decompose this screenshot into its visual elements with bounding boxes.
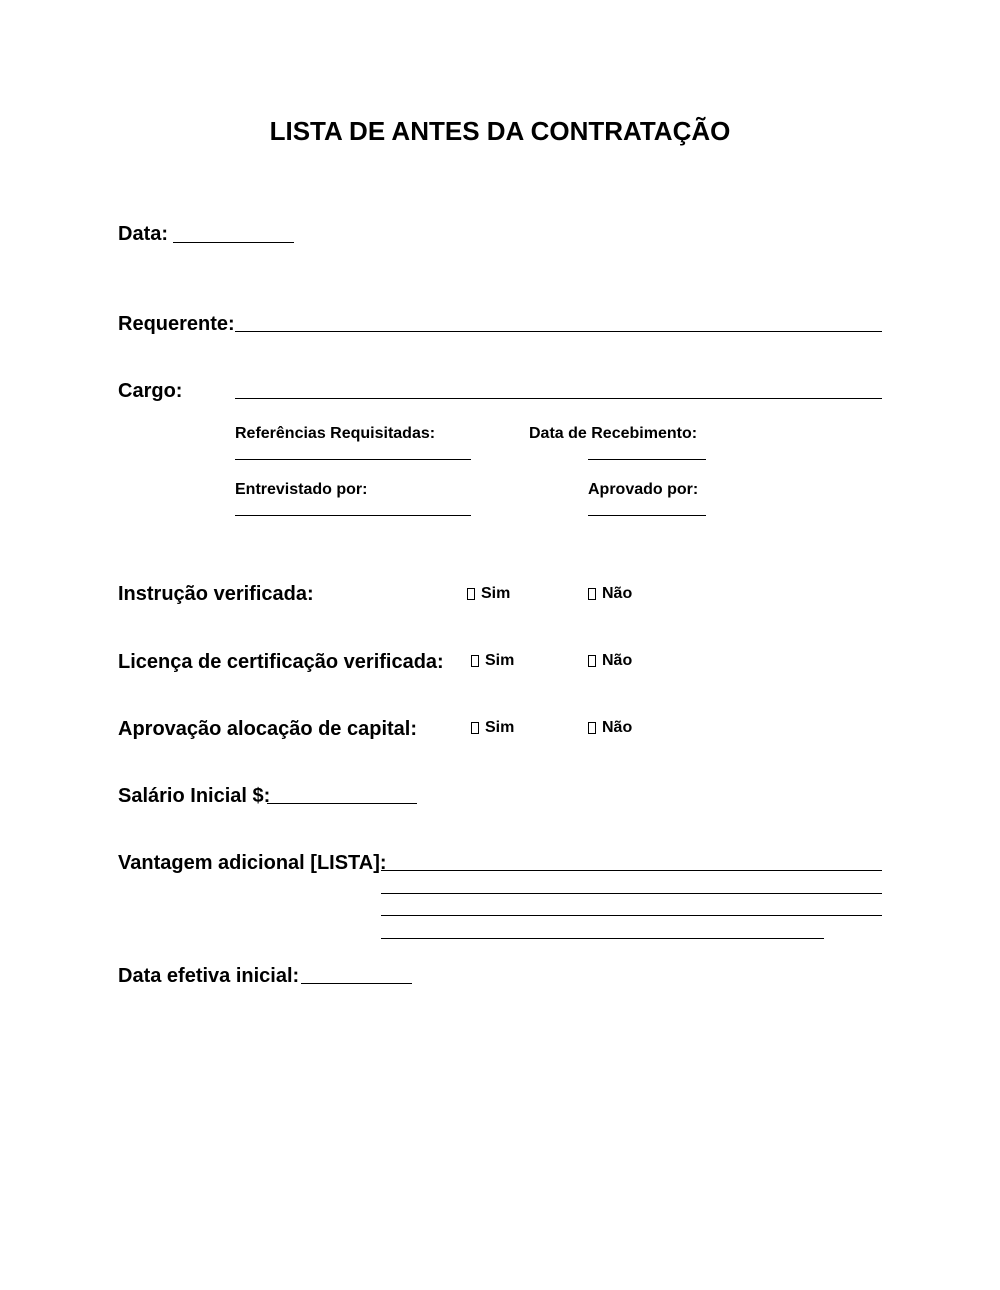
checkbox-icon xyxy=(588,722,596,734)
checkbox-icon xyxy=(467,588,475,600)
salario-label: Salário Inicial $: xyxy=(118,785,271,807)
aprovado-label: Aprovado por: xyxy=(588,481,699,498)
licenca-nao-checkbox[interactable]: Não xyxy=(588,652,632,670)
data-recebimento-label: Data de Recebimento: xyxy=(529,425,698,442)
requerente-label: Requerente: xyxy=(118,313,235,335)
data-efetiva-line[interactable] xyxy=(301,983,412,984)
cargo-label: Cargo: xyxy=(118,380,183,402)
instrucao-nao-checkbox[interactable]: Não xyxy=(588,585,632,603)
referencias-line[interactable] xyxy=(235,459,471,460)
checkbox-icon xyxy=(588,655,596,667)
salario-line[interactable] xyxy=(267,803,417,804)
vantagem-line-1[interactable] xyxy=(381,870,882,871)
data-recebimento-line[interactable] xyxy=(588,459,706,460)
aprovado-line[interactable] xyxy=(588,515,706,516)
instrucao-sim-checkbox[interactable]: Sim xyxy=(467,585,510,603)
page-title: LISTA DE ANTES DA CONTRATAÇÃO xyxy=(269,116,731,146)
aprovacao-sim-checkbox[interactable]: Sim xyxy=(471,719,514,737)
data-label: Data: xyxy=(118,223,169,245)
requerente-line[interactable] xyxy=(235,331,882,332)
aprovacao-capital-label: Aprovação alocação de capital: xyxy=(118,718,418,740)
aprovacao-nao-checkbox[interactable]: Não xyxy=(588,719,632,737)
entrevistado-label: Entrevistado por: xyxy=(235,481,368,498)
data-efetiva-label: Data efetiva inicial: xyxy=(118,965,300,987)
cargo-line[interactable] xyxy=(235,398,882,399)
checkbox-icon xyxy=(588,588,596,600)
vantagem-line-4[interactable] xyxy=(381,938,824,939)
vantagem-line-2[interactable] xyxy=(381,893,882,894)
data-line[interactable] xyxy=(173,242,294,243)
checkbox-icon xyxy=(471,655,479,667)
entrevistado-line[interactable] xyxy=(235,515,471,516)
checkbox-icon xyxy=(471,722,479,734)
referencias-label: Referências Requisitadas: xyxy=(235,425,436,442)
vantagem-label: Vantagem adicional [LISTA]: xyxy=(118,852,387,874)
vantagem-line-3[interactable] xyxy=(381,915,882,916)
licenca-label: Licença de certificação verificada: xyxy=(118,651,444,673)
licenca-sim-checkbox[interactable]: Sim xyxy=(471,652,514,670)
instrucao-label: Instrução verificada: xyxy=(118,583,314,605)
